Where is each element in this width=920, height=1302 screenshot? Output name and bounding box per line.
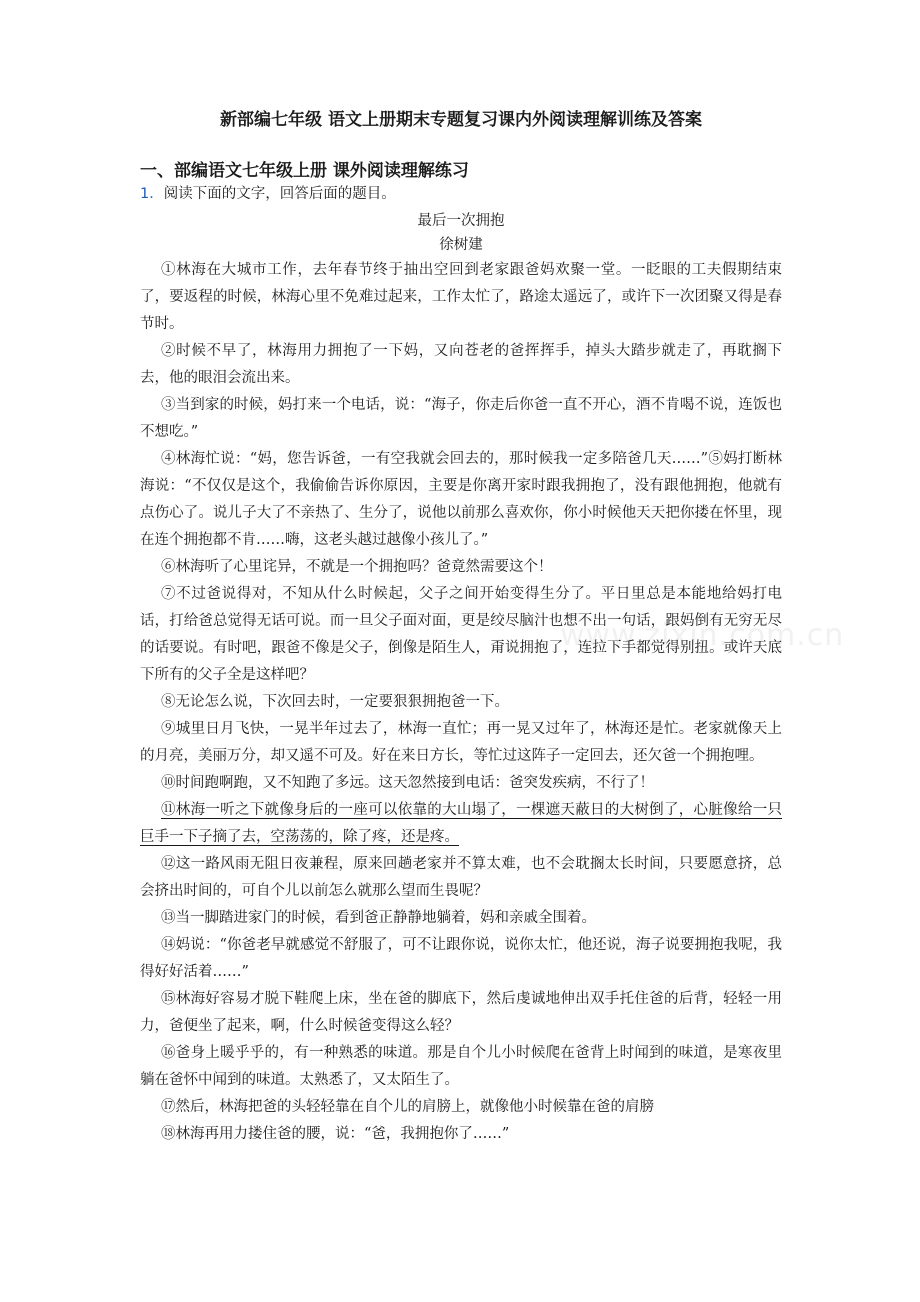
paragraph-8: ⑧无论怎么说，下次回去时，一定要狠狠拥抱爸一下。	[161, 694, 510, 710]
article-author: 徐树建	[439, 237, 483, 253]
watermark: www.zixin.com.cn	[560, 618, 845, 653]
paragraph-7: ⑦不过爸说得对，不知从什么时候起，父子之间开始变得生分了。平日里总是本能地给妈打电话，打给爸总觉得无话可说。而一旦父子面对面，更是绞尽脑汁也想不出一句话，跟妈倒有无穷无尽的话要说。有时吧，跟爸不像是父子，倒像是陌生人，甭说拥抱了，连拉下手都觉得别扭。或许天底下所有的父子全是这样吧？	[140, 586, 782, 683]
paragraph-1: ①林海在大城市工作，去年春节终于抽出空回到老家跟爸妈欢聚一堂。一眨眼的工夫假期结束了，要返程的时候，林海心里不免难过起来，工作太忙了，路途太遥远了，或许下一次团聚又得是春节时。	[140, 262, 782, 332]
paragraph-3: ③当到家的时候，妈打来一个电话，说：“海子，你走后你爸一直不开心，酒不肯喝不说，连饭也不想吃。”	[140, 397, 782, 440]
paragraph-15: ⑮林海好容易才脱下鞋爬上床，坐在爸的脚底下，然后虔诚地伸出双手托住爸的后背，轻轻一用力，爸便坐了起来，啊，什么时候爸变得这么轻？	[140, 991, 782, 1034]
paragraph-4-5: ④林海忙说：“妈，您告诉爸，一有空我就会回去的，那时候我一定多陪爸几天……”⑤妈打断林海说：“不仅仅是这个，我偷偷告诉你原因，主要是你离开家时跟我拥抱了，没有跟他拥抱，他就有点伤心了。说儿子大了不亲热了、生分了，说他以前那么喜欢你，你小时候他天天把你搂在怀里，现在连个拥抱都不肯……嗨，这老头越过越像小孩儿了。”	[140, 451, 782, 548]
question-line	[140, 183, 782, 205]
paragraph-12: ⑫这一路风雨无阻日夜兼程，原来回趟老家并不算太难，也不会耽搁太长时间，只要愿意挤，总会挤出时间的，可自个儿以前怎么就那么望而生畏呢？	[140, 856, 782, 899]
document-page	[140, 108, 782, 1148]
paragraph-6: ⑥林海听了心里诧异，不就是一个拥抱吗？爸竟然需要这个！	[161, 559, 553, 575]
paragraph-17: ⑰然后，林海把爸的头轻轻靠在自个儿的肩膀上，就像他小时候靠在爸的肩膀	[161, 1099, 655, 1115]
article-body	[140, 257, 782, 1148]
document-title: 新部编七年级 语文上册期末专题复习课内外阅读理解训练及答案	[220, 110, 702, 130]
article-title: 最后一次拥抱	[417, 213, 505, 229]
paragraph-14: ⑭妈说：“你爸老早就感觉不舒服了，可不让跟你说，说你太忙，他还说，海子说要拥抱我呢，我得好好活着……”	[140, 937, 782, 980]
paragraph-10: ⑩时间跑啊跑，又不知跑了多远。这天忽然接到电话：爸突发疾病，不行了！	[161, 775, 655, 791]
paragraph-2: ②时候不早了，林海用力拥抱了一下妈，又向苍老的爸挥挥手，掉头大踏步就走了，再耽搁下去，他的眼泪会流出来。	[140, 343, 782, 386]
paragraph-13: ⑬当一脚踏进家门的时候，看到爸正静静地躺着，妈和亲戚全围着。	[161, 910, 597, 926]
question-instruction: 阅读下面的文字，回答后面的题目。	[163, 186, 396, 202]
question-number: 1．	[140, 186, 164, 202]
paragraph-16: ⑯爸身上暖乎乎的，有一种熟悉的味道。那是自个儿小时候爬在爸背上时闻到的味道，是寒夜里躺在爸怀中闻到的味道。太熟悉了，又太陌生了。	[140, 1045, 782, 1088]
paragraph-18: ⑱林海再用力搂住爸的腰，说：“爸，我拥抱你了……”	[161, 1126, 510, 1142]
section-heading: 一、部编语文七年级上册 课外阅读理解练习	[140, 161, 469, 181]
paragraph-11-underlined: ⑪林海一听之下就像身后的一座可以依靠的大山塌了，一棵遮天蔽日的大树倒了，心脏像给一只巨手一下子摘了去，空荡荡的，除了疼，还是疼。	[140, 802, 782, 845]
paragraph-9: ⑨城里日月飞快，一晃半年过去了，林海一直忙；再一晃又过年了，林海还是忙。老家就像天上的月亮，美丽万分，却又遥不可及。好在来日方长，等忙过这阵子一定回去，还欠爸一个拥抱哩。	[140, 721, 782, 764]
